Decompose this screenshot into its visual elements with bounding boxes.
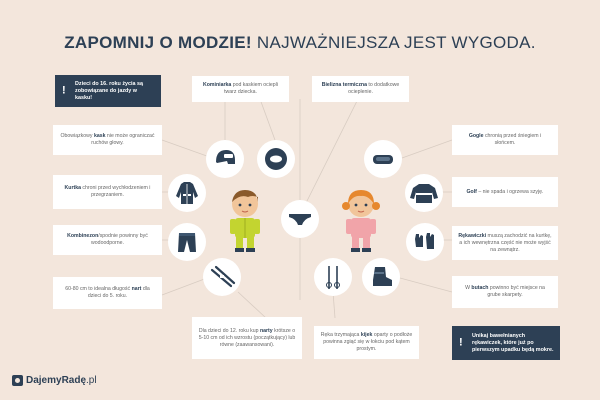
narty-kids-note: Dla dzieci do 12. roku kup narty krótsze o 5-10 cm od ich wzrostu (początkujący) lub równe (zaawansowani). bbox=[192, 317, 302, 359]
underwear-icon bbox=[281, 200, 319, 238]
skis-icon bbox=[203, 258, 241, 296]
goggles-icon bbox=[364, 140, 402, 178]
balaclava-icon bbox=[257, 140, 295, 178]
kominiarka-note: Kominiarka pod kaskiem ociepli twarz dziecka. bbox=[192, 76, 289, 102]
pants-icon bbox=[168, 223, 206, 261]
helmet-icon bbox=[206, 140, 244, 178]
golf-note: Golf – nie spada i ogrzewa szyję. bbox=[452, 177, 558, 207]
sweater-icon bbox=[405, 174, 443, 212]
boy-illustration bbox=[222, 182, 268, 252]
gloves-warning: ! Unikaj bawełnianych rękawiczek, które już po pierwszym upadku będą mokre. bbox=[452, 326, 560, 360]
kask-note: Obowiązkowy kask nie może ograniczać ruchów głowy. bbox=[53, 125, 162, 155]
gloves-icon bbox=[406, 223, 444, 261]
kombinezon-note: Kombinezon/spodnie powinny być wodoodporne. bbox=[53, 225, 162, 255]
page-title: ZAPOMNIJ O MODZIE! NAJWAŻNIEJSZA JEST WYGODA. bbox=[64, 33, 536, 52]
boots-icon bbox=[362, 258, 400, 296]
butach-note: W butach powinno być miejsce na grube skarpety. bbox=[452, 276, 558, 308]
kurtka-note: Kurtka chroni przed wychłodzeniem i przegrzaniem. bbox=[53, 175, 162, 209]
girl-illustration bbox=[338, 182, 384, 252]
poles-icon bbox=[314, 258, 352, 296]
kijek-note: Ręka trzymająca kijek oparty o podłoże powinna zgiąć się w łokciu pod kątem prostym. bbox=[314, 326, 419, 359]
exclamation-icon: ! bbox=[62, 84, 66, 97]
rekawiczki-note: Rękawiczki muszą zachodzić na kurtkę, a ich wewnętrzna część nie może wyjść na zewnątrz. bbox=[452, 226, 558, 260]
dajemyrade-logo[interactable]: DajemyRadę .pl bbox=[12, 375, 97, 386]
jacket-icon bbox=[168, 174, 206, 212]
logo-pin-icon bbox=[12, 375, 23, 386]
helmet-warning: ! Dzieci do 16. roku życia są zobowiązane do jazdy w kasku! bbox=[55, 75, 161, 107]
exclamation-icon: ! bbox=[459, 336, 463, 349]
bielizna-note: Bielizna termiczna to dodatkowe ocieplenie. bbox=[312, 76, 409, 102]
narty-length-note: 60-80 cm to idealna długość nart dla dzieci do 5. roku. bbox=[53, 277, 162, 309]
gogle-note: Gogle chronią przed śniegiem i słońcem. bbox=[452, 125, 558, 155]
